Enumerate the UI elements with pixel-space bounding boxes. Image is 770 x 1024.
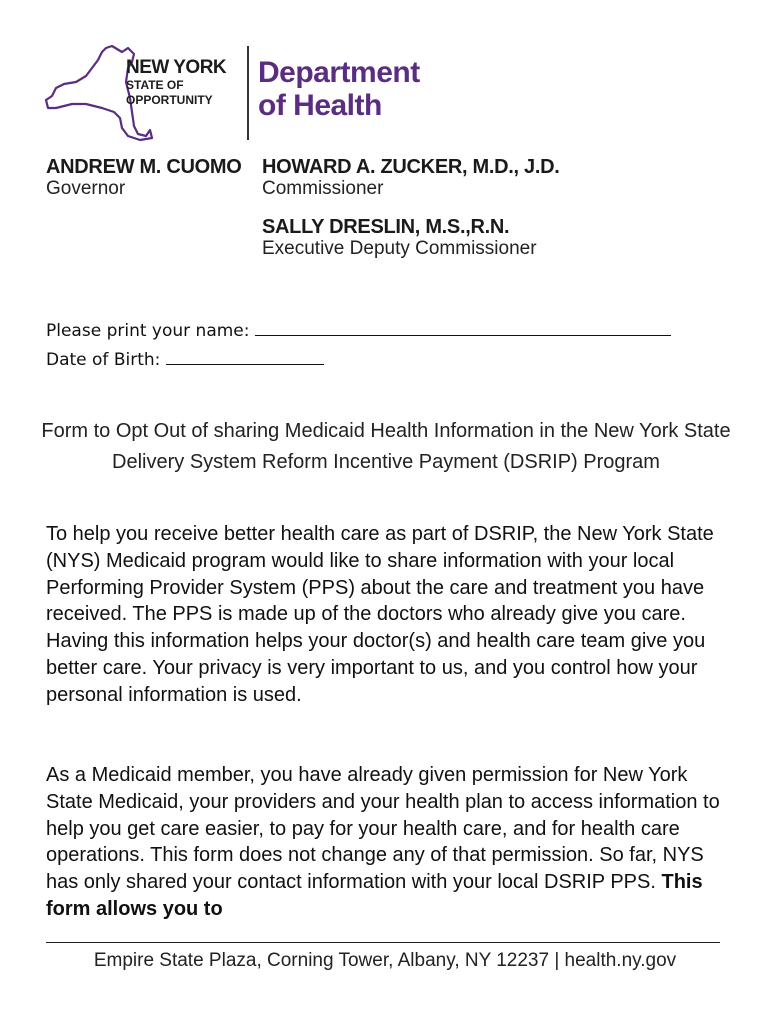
governor-block — [46, 156, 241, 200]
deputy-name: SALLY DRESLIN, M.S.,R.N. — [262, 216, 510, 238]
logo-new-york: NEW YORK — [126, 57, 227, 78]
nys-wordmark — [126, 58, 226, 107]
name-field-label: Please print your name: — [46, 321, 250, 341]
intro-paragraph: To help you receive better health care as part of DSRIP, the New York State (NYS) Medicaid program would like to share information with your local Performing Provider System (PPS) about the care and treatment you have received. The PPS is made up of the doctors who already give you care. Having this information helps your doctor(s) and health care team give you better care. Your privacy is very important to us, and you control how your personal information is used. — [46, 523, 714, 706]
dob-field-row — [46, 348, 324, 370]
deputy-commissioner-block — [262, 216, 537, 260]
dob-field-label: Date of Birth: — [46, 350, 161, 370]
governor-name: ANDREW M. CUOMO — [46, 156, 242, 178]
department-name — [258, 56, 420, 122]
nys-doh-logo — [42, 42, 462, 142]
dept-line-1: Department — [258, 56, 420, 89]
logo-state-of: STATE OF — [126, 78, 184, 92]
commissioner-name: HOWARD A. ZUCKER, M.D., J.D. — [262, 156, 560, 178]
permission-bold-text: This form allows you to — [46, 871, 703, 920]
commissioner-block — [262, 156, 560, 200]
name-field-blank[interactable] — [255, 319, 671, 336]
dept-line-2: of Health — [258, 89, 382, 122]
name-field-row — [46, 319, 671, 341]
dob-field-blank[interactable] — [166, 348, 324, 365]
permission-paragraph — [46, 762, 736, 923]
form-title: Form to Opt Out of sharing Medicaid Health Information in the New York State Delivery System Reform Incentive Payment (DSRIP) Program — [41, 420, 731, 473]
governor-title: Governor — [46, 178, 126, 199]
footer-address: Empire State Plaza, Corning Tower, Albany, NY 12237 | health.ny.gov — [93, 950, 677, 971]
permission-text: As a Medicaid member, you have already given permission for New York State Medicaid, your providers and your health plan to access information to help you get care easier, to pay for your health care, and for health care operations. This form does not change any of that permission. So far, NYS has only shared your contact information with your local DSRIP PPS. — [46, 764, 720, 894]
logo-divider — [247, 46, 249, 140]
footer-divider — [46, 942, 720, 943]
logo-opportunity: OPPORTUNITY — [126, 93, 213, 107]
deputy-title: Executive Deputy Commissioner — [262, 238, 537, 259]
commissioner-title: Commissioner — [262, 178, 384, 199]
